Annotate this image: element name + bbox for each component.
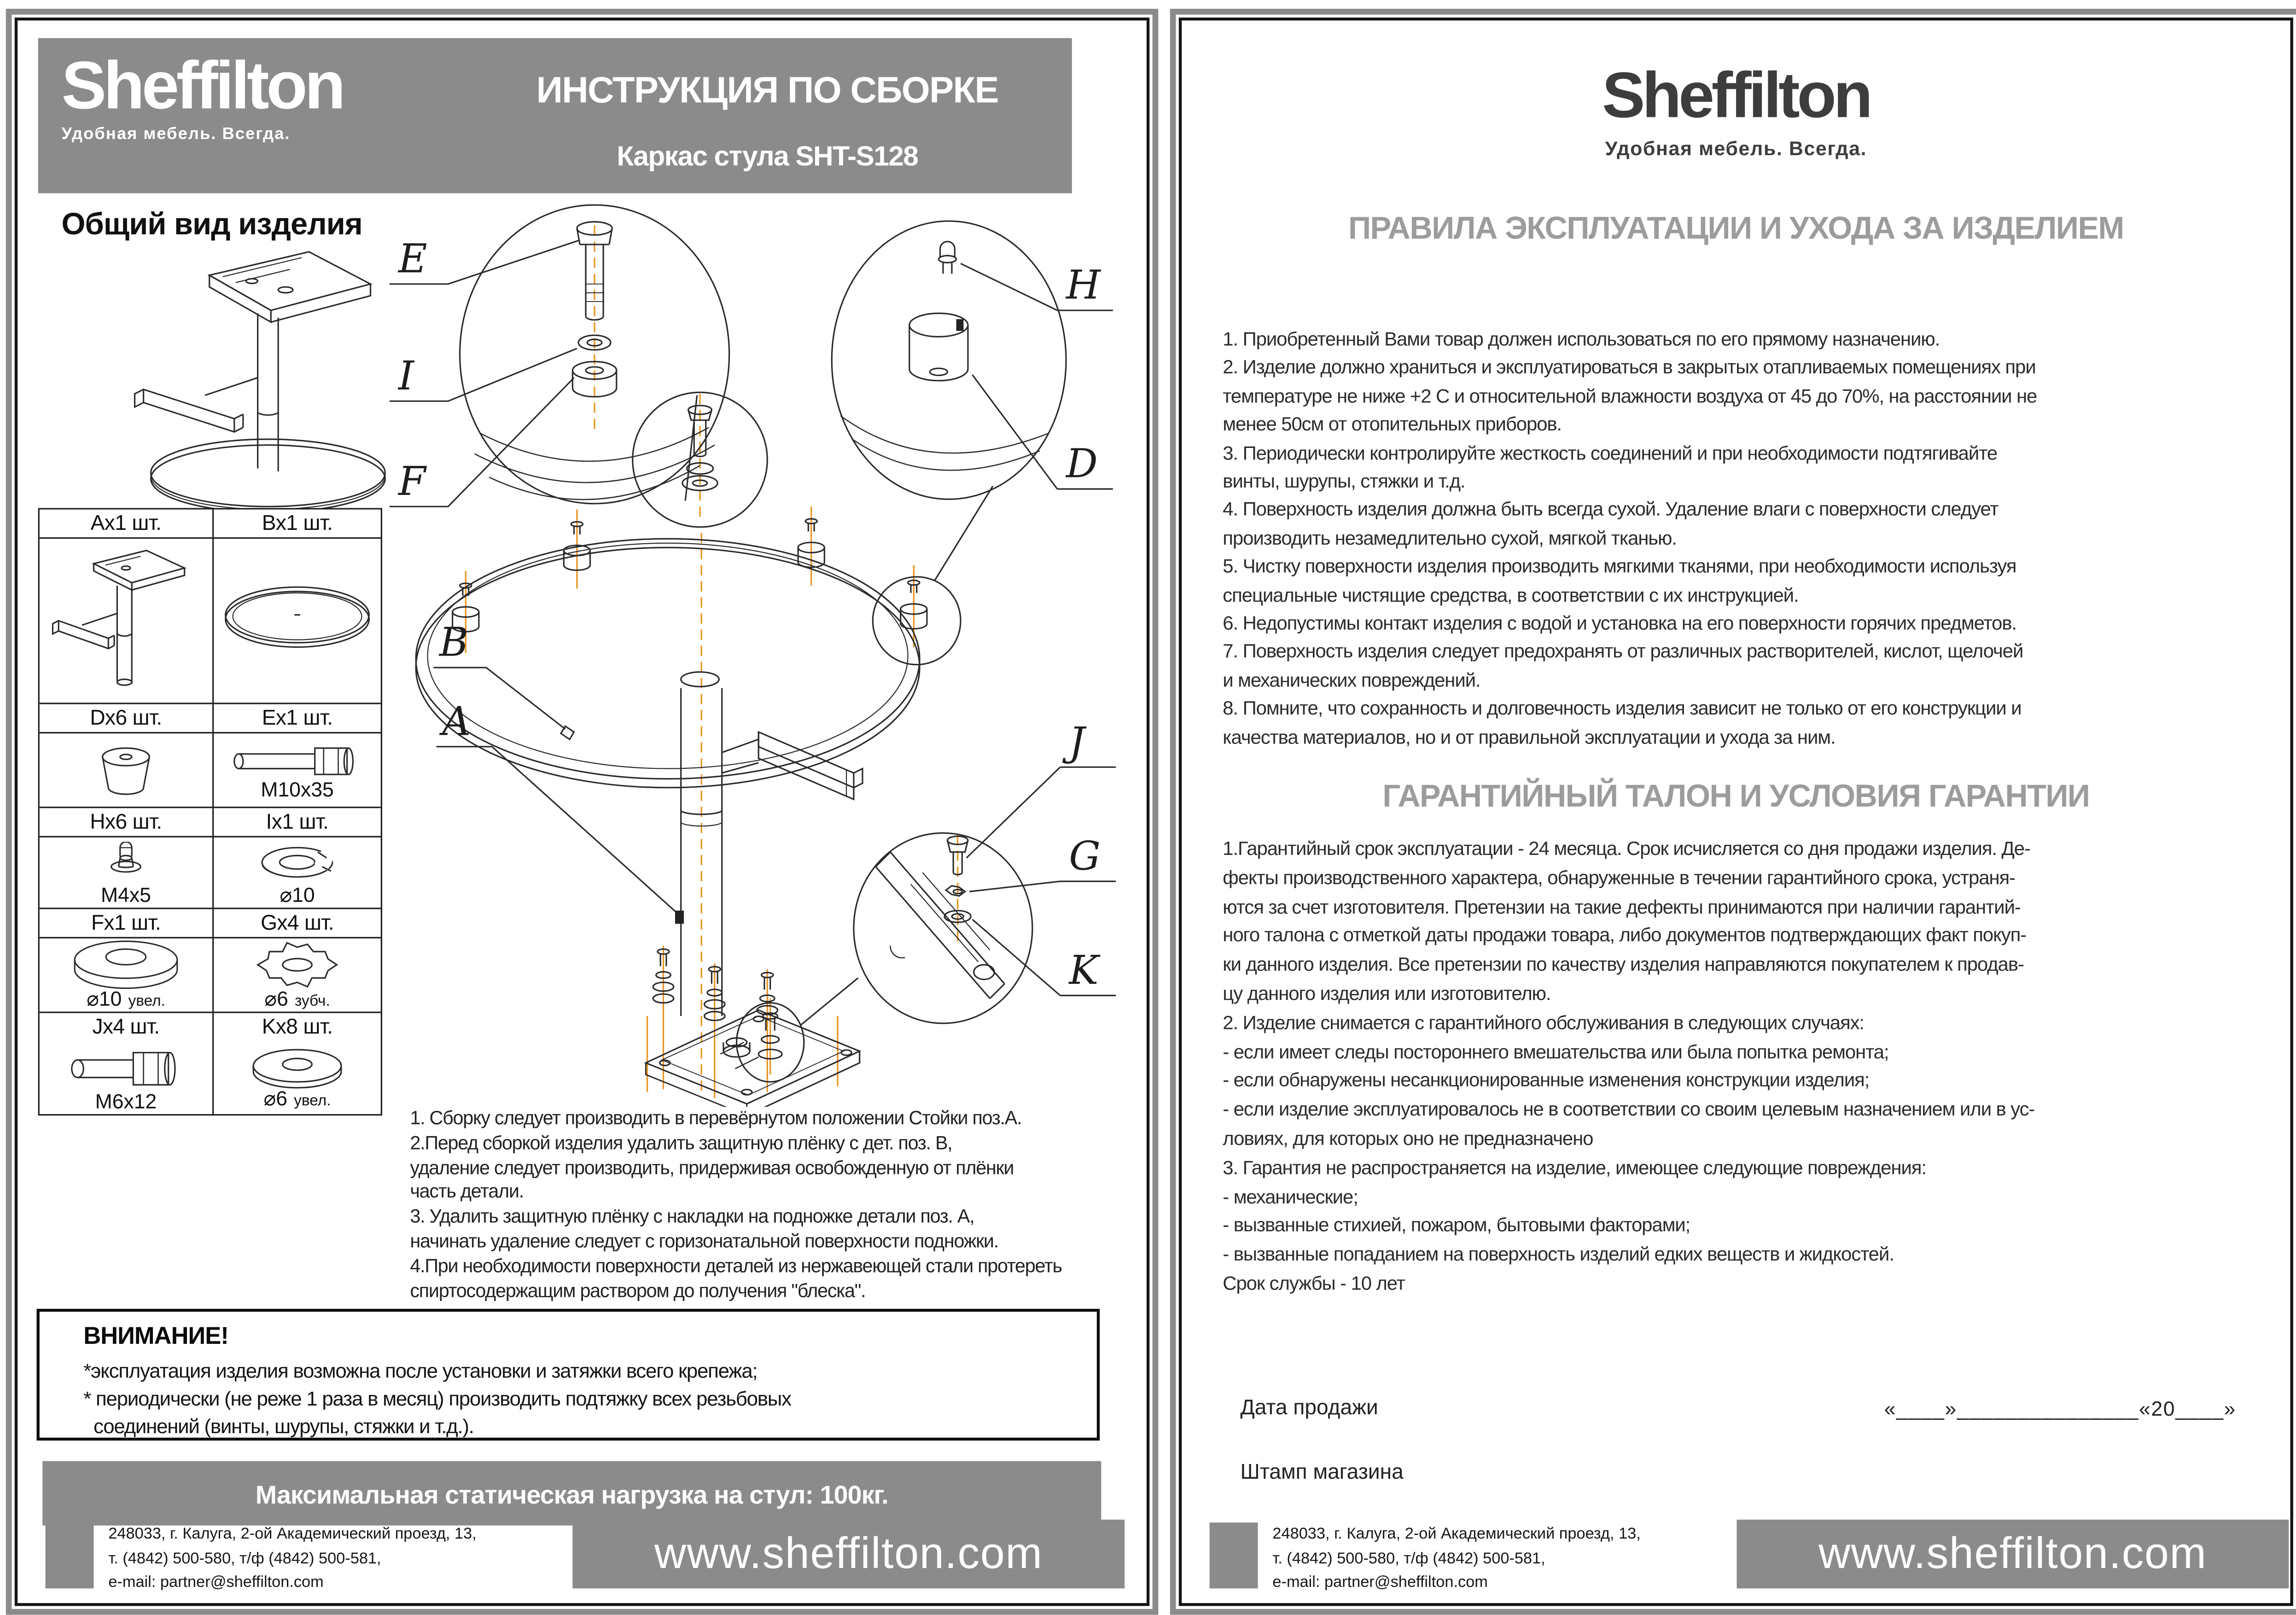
part-e-caption: M10x35 (261, 776, 334, 800)
brand-logo-block (62, 47, 398, 144)
rules-line: 5. Чистку поверхности изделия производить мягкими тканями, при необходимости используя (1223, 555, 2016, 577)
warranty-section-title: ГАРАНТИЙНЫЙ ТАЛОН И УСЛОВИЯ ГАРАНТИИ (1382, 778, 2090, 814)
warranty-line: 1.Гарантийный срок эксплуатации - 24 месяца. Срок исчисляется со дня продажи изделия. Де- (1223, 837, 2030, 860)
warranty-line: ловиях, для которых оно не предназначено (1223, 1127, 1593, 1150)
part-f-caption-small: увел. (128, 993, 165, 1011)
assembly-step-line: начинать удаление следует с горизонатальной поверхности подножки. (410, 1230, 998, 1252)
footer-address-line: e-mail: partner@sheffilton.com (1272, 1574, 1488, 1592)
rules-line: менее 50см от отопительных приборов. (1223, 413, 1562, 436)
part-j-caption: M6x12 (95, 1088, 157, 1112)
part-qty-a: Ax1 шт. (40, 510, 214, 539)
part-cell-e (214, 733, 381, 808)
page-right-frame (1179, 17, 2293, 1606)
part-cell-b (214, 539, 381, 704)
rules-line: производить незамедлительно сухой, мягкой тканью. (1223, 527, 1677, 549)
diagram-label-b: B (439, 619, 469, 666)
part-i-caption: ⌀10 (280, 882, 315, 906)
rules-line: 4. Поверхность изделия должна быть всегда сухой. Удаление влаги с поверхности следует (1223, 498, 1999, 521)
warranty-text (1223, 835, 2250, 1298)
rules-text (1223, 325, 2250, 751)
warranty-line: ного талона с отметкой даты продажи товара, либо документов подтверждающих факт покуп- (1223, 924, 2027, 947)
assembly-step-line: 1. Сборку следует производить в перевёрнутом положении Стойки поз.А. (410, 1107, 1022, 1129)
part-d-icon (87, 742, 166, 798)
part-k-caption: ⌀6 (263, 1085, 288, 1109)
rules-line: 3. Периодически контролируйте жесткость соединений и при необходимости подтягивайте (1223, 442, 1997, 464)
part-cell-d (40, 733, 214, 808)
page-left-frame (15, 17, 1150, 1606)
assembly-step-line: удаление следует производить, придерживая освобожденную от плёнки (410, 1156, 1014, 1178)
part-k-icon (242, 1045, 353, 1088)
brand-tagline: Удобная мебель. Всегда. (1605, 137, 1867, 160)
part-i-icon (249, 841, 346, 885)
page-assembly-instruction (6, 9, 1159, 1615)
rules-line: 7. Поверхность изделия следует предохранять от различных растворителей, кислот, щелочей (1223, 640, 2023, 662)
website-url: www.sheffilton.com (1818, 1530, 2207, 1579)
rules-line: винты, шурупы, стяжки и т.д. (1223, 470, 1465, 492)
part-qty-k: Kx8 шт. (262, 1015, 333, 1039)
warranty-line: - вызванные попаданием на поверхность изделий едких веществ и жидкостей. (1223, 1243, 1894, 1266)
warranty-line: фекты производственного характера, обнаруженные в течении гарантийного срока, устраня- (1223, 866, 2015, 889)
footer-address-line: e-mail: partner@sheffilton.com (108, 1574, 324, 1592)
brand-logo: Sheffilton (61, 46, 343, 123)
footer-address-line: т. (4842) 500-580, т/ф (4842) 500-581, (1272, 1550, 1545, 1568)
sale-date-row (1240, 1397, 2254, 1420)
warranty-line: - механические; (1223, 1185, 1358, 1208)
part-g-icon (246, 939, 349, 989)
diagram-label-a: A (442, 698, 471, 745)
attention-title: ВНИМАНИЕ! (83, 1323, 228, 1350)
part-k-caption-small: увел. (294, 1091, 331, 1109)
part-qty-g: Gx4 шт. (214, 909, 381, 939)
max-load-banner: Максимальная статическая нагрузка на стул: 100кг. (42, 1461, 1101, 1526)
sale-date-label: Дата продажи (1240, 1396, 1378, 1420)
warranty-line: 3. Гарантия не распространяется на изделие, имеющее следующие повреждения: (1223, 1156, 1926, 1179)
assembly-step-line: спиртосодержащим раствором до получения "блеска". (410, 1278, 866, 1301)
part-f-caption: ⌀10 (87, 987, 122, 1011)
rules-line: 1. Приобретенный Вами товар должен использоваться по его прямому назначению. (1223, 328, 1940, 350)
footer-address-line: 248033, г. Калуга, 2-ой Академический проезд, 13, (108, 1525, 477, 1543)
part-h-caption: M4x5 (101, 882, 151, 906)
brand-logo-block-right (1182, 58, 2290, 159)
diagram-label-f: F (398, 458, 426, 505)
part-cell-g (214, 938, 381, 1013)
rules-line: 8. Помните, что сохранность и долговечность изделия зависит не только от его конструкции и (1223, 697, 2022, 720)
warranty-line: ются за счет изготовителя. Претензии на такие дефекты принимаются при наличии гарантий- (1223, 895, 2021, 918)
part-cell-i (214, 837, 381, 909)
assembly-step-line: часть детали. (410, 1180, 524, 1203)
part-qty-i: Ix1 шт. (214, 808, 381, 837)
assembly-step-line: 2.Перед сборкой изделия удалить защитную плёнку с дет. поз. В, (410, 1131, 952, 1154)
parts-table (38, 508, 382, 1115)
part-qty-f: Fx1 шт. (40, 909, 214, 939)
footer-address (1272, 1522, 1640, 1595)
document-titles (474, 70, 1060, 174)
attention-line: * периодически (не реже 1 раза в месяц) производить подтяжку всех резьбовых (83, 1388, 791, 1410)
store-stamp-label: Штамп магазина (1240, 1461, 1404, 1485)
rules-line: и механических повреждений. (1223, 668, 1480, 691)
warranty-line: цу данного изделия или изготовителю. (1223, 982, 1551, 1005)
warranty-line: - если обнаружены несанкционированные изменения конструкции изделия; (1223, 1069, 1870, 1092)
diagram-label-j: J (1069, 719, 1085, 765)
part-a-icon (50, 543, 202, 698)
assembly-step-line: 4.При необходимости поверхности деталей из нержавеющей стали протереть (410, 1254, 1062, 1277)
website-banner (572, 1520, 1125, 1588)
rules-line: специальные чистящие средства, в соответствии с их инструкцией. (1223, 583, 1799, 606)
warranty-line: Срок службы - 10 лет (1223, 1272, 1405, 1294)
footer-address-line: т. (4842) 500-580, т/ф (4842) 500-581, (108, 1550, 381, 1568)
warranty-line: - если изделие эксплуатировалось не в соответствии со своим целевым назначением или в ус- (1223, 1098, 2035, 1121)
attention-line: *эксплуатация изделия возможна после установки и затяжки всего крепежа; (83, 1360, 758, 1382)
brand-tagline: Удобная мебель. Всегда. (61, 126, 291, 144)
part-qty-b: Bx1 шт. (214, 510, 381, 539)
part-qty-h: Hx6 шт. (40, 808, 214, 837)
assembly-diagram (375, 196, 1125, 1107)
footer-accent-square (1210, 1522, 1258, 1588)
assembly-steps (410, 1107, 1125, 1303)
diagram-label-g: G (1069, 833, 1101, 879)
part-qty-d: Dx6 шт. (40, 704, 214, 734)
part-cell-k (214, 1041, 381, 1114)
attention-lines (83, 1357, 1097, 1441)
part-g-caption: ⌀6 (264, 986, 288, 1010)
footer-address-line: 248033, г. Калуга, 2-ой Академический проезд, 13, (1272, 1525, 1641, 1543)
diagram-label-i: I (398, 353, 414, 399)
footer-accent-square (46, 1522, 94, 1588)
website-banner (1737, 1520, 2289, 1588)
website-url: www.sheffilton.com (654, 1530, 1043, 1579)
attention-box (37, 1309, 1100, 1441)
diagram-label-k: K (1069, 947, 1099, 993)
part-f-icon (58, 938, 193, 989)
diagram-label-d: D (1066, 441, 1098, 487)
part-cell-j (40, 1041, 214, 1114)
rules-line: температуре не ниже +2 С и относительной влажности воздуха от 45 до 70%, на расстоянии не (1223, 384, 2037, 407)
rules-line: 6. Недопустимы контакт изделия с водой и установка на его поверхности горячих предметов. (1223, 612, 2016, 634)
warranty-line: - вызванные стихией, пожаром, бытовыми факторами; (1223, 1214, 1690, 1237)
doc-title: ИНСТРУКЦИЯ ПО СБОРКЕ (536, 70, 998, 111)
doc-subtitle: Каркас стула SHT-S128 (617, 142, 918, 173)
part-qty-j: Jx4 шт. (40, 1013, 214, 1041)
rules-line: 2. Изделие должно храниться и эксплуатироваться в закрытых отапливаемых помещениях при (1223, 356, 2036, 378)
overview-title: Общий вид изделия (61, 208, 362, 242)
part-b-icon (220, 580, 375, 662)
warranty-line: ки данного изделия. Все претензии по качеству изделия направляются покупателем к продав- (1223, 953, 2024, 976)
rules-section-title: ПРАВИЛА ЭКСПЛУАТАЦИИ И УХОДА ЗА ИЗДЕЛИЕМ (1348, 210, 2124, 246)
part-j-icon (63, 1045, 189, 1092)
part-cell-h (40, 837, 214, 909)
warranty-line: - если имеет следы постороннего вмешательства или была попытка ремонта; (1223, 1040, 1889, 1063)
part-e-icon (227, 742, 367, 780)
part-cell-f (40, 938, 214, 1013)
page-warranty-rules (1170, 9, 2296, 1615)
left-header (38, 38, 1072, 193)
brand-logo: Sheffilton (1602, 60, 1870, 132)
footer-address (108, 1522, 476, 1595)
part-qty-e: Ex1 шт. (214, 704, 381, 734)
part-h-icon (101, 841, 151, 885)
warranty-line: 2. Изделие снимается с гарантийного обслуживания в следующих случаях: (1223, 1011, 1864, 1034)
sale-date-blank: «____»_______________«20____» (1884, 1396, 2236, 1420)
part-g-caption-small: зубч. (295, 992, 330, 1010)
diagram-label-h: H (1066, 262, 1101, 308)
part-cell-a (40, 539, 214, 704)
rules-line: качества материалов, но и от правильной эксплуатации и ухода за ним. (1223, 726, 1836, 748)
diagram-label-e: E (398, 236, 427, 282)
assembly-step-line: 3. Удалить защитную плёнку с накладки на подножке детали поз. А, (410, 1205, 974, 1227)
attention-line: соединений (винты, шурупы, стяжки и т.д.). (83, 1416, 474, 1438)
